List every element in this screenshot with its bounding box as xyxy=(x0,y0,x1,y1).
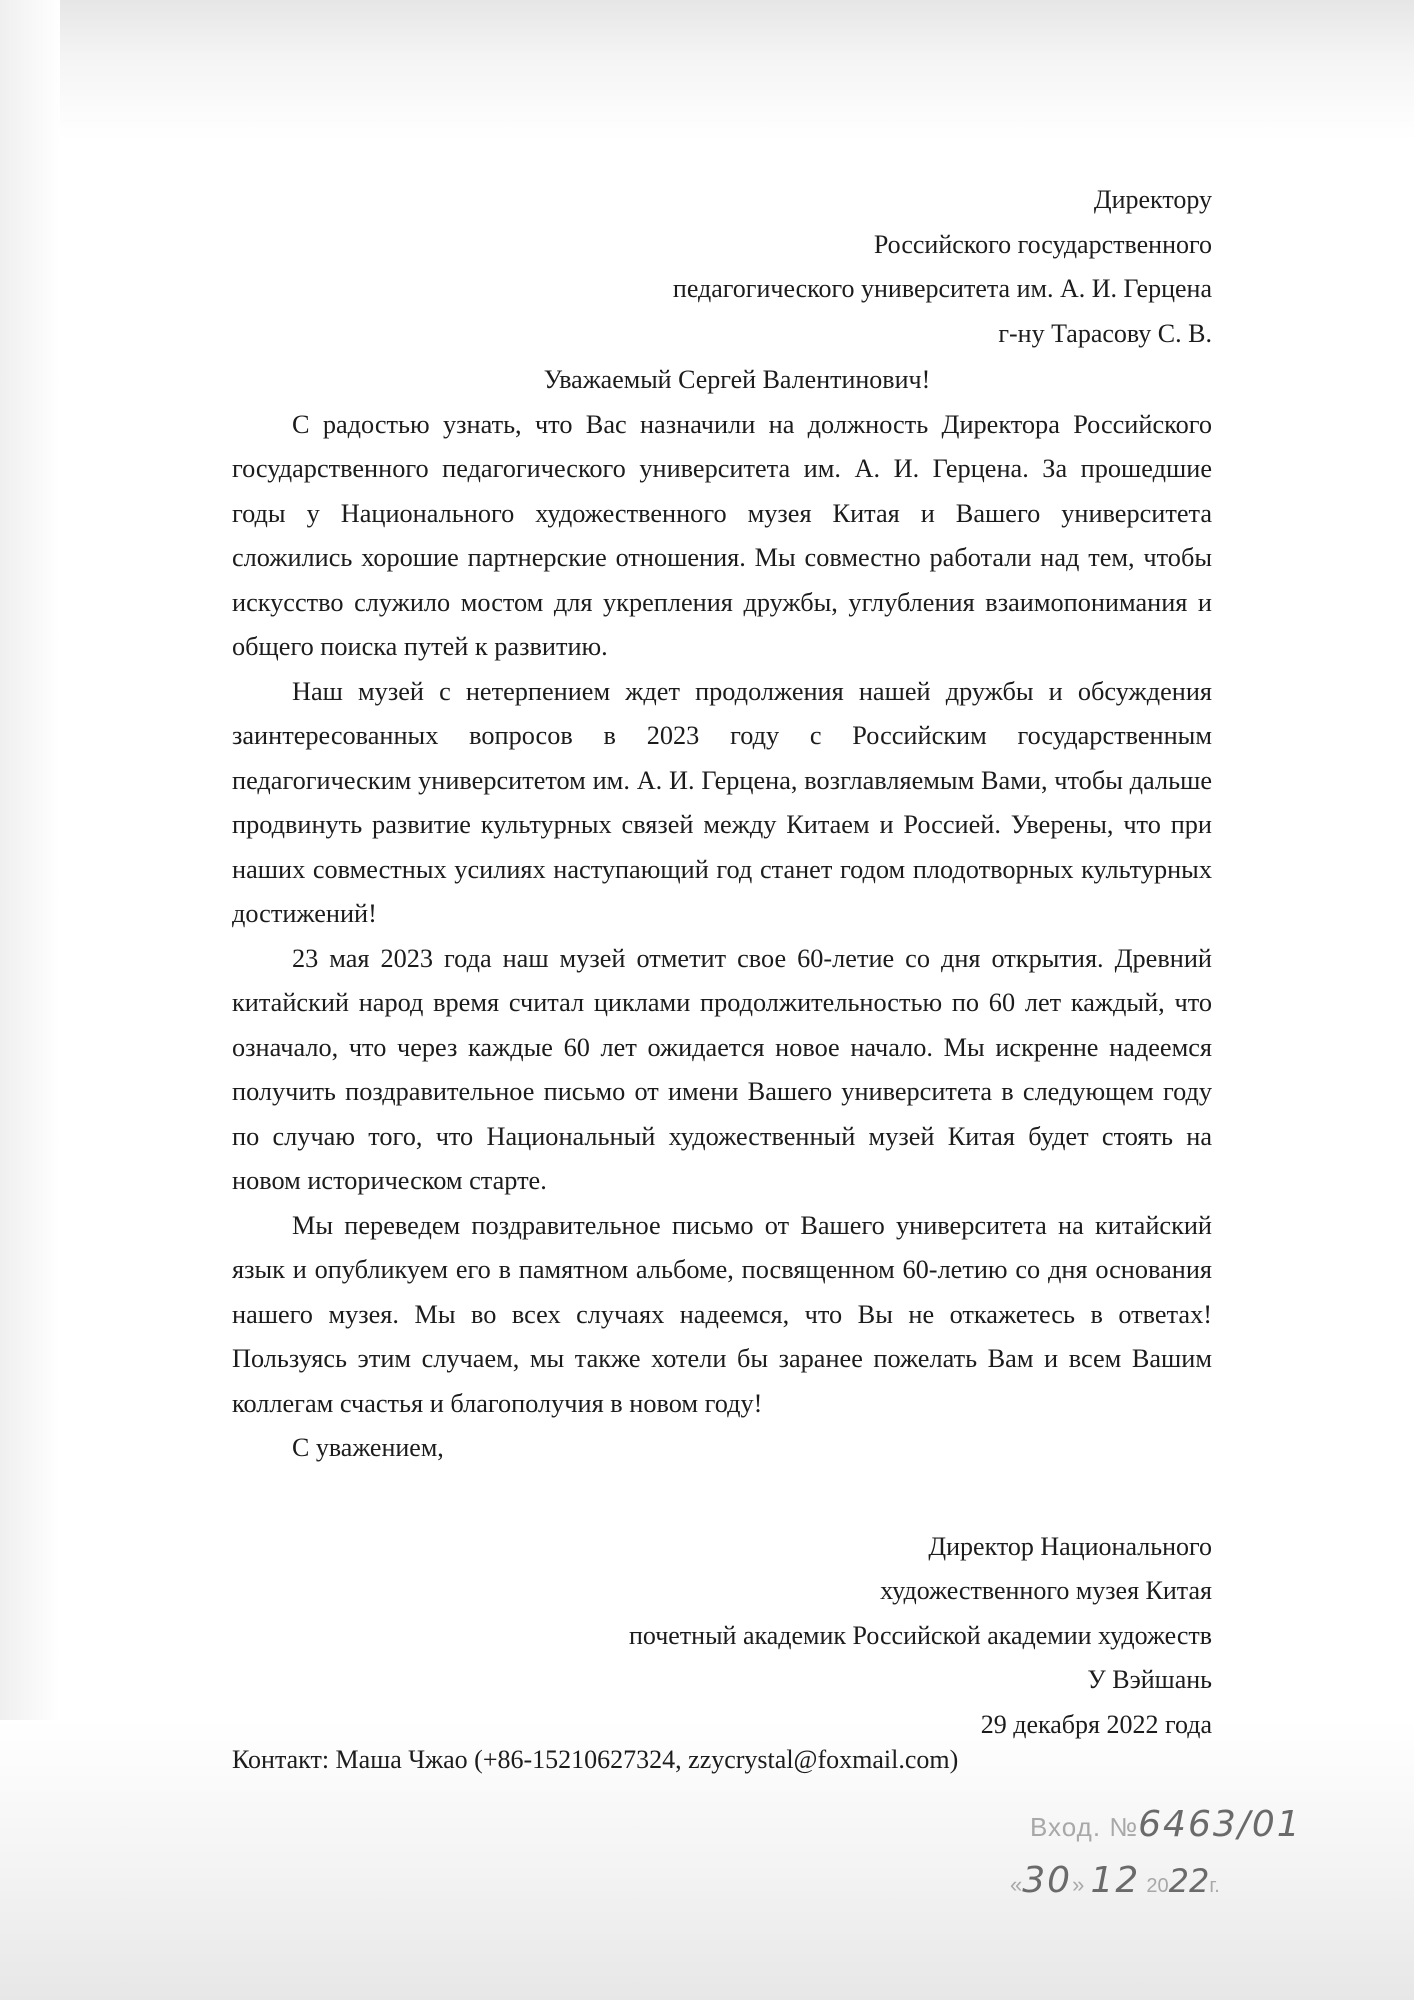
signature-title: Директор Национального xyxy=(928,1531,1212,1561)
signature-block xyxy=(232,1525,1212,1748)
stamp-label: Вход. № xyxy=(1030,1812,1139,1842)
signature-title: почетный академик Российской академии художеств xyxy=(628,1620,1212,1650)
stamp-handwritten-year: 22 xyxy=(1168,1862,1210,1900)
scan-shading-left xyxy=(0,0,60,2000)
addressee-line: Директору xyxy=(1093,185,1212,214)
letter-page xyxy=(232,178,1212,1747)
stamp-handwritten-number: 6463/01 xyxy=(1138,1804,1302,1845)
addressee-line: г-ну Тарасову С. В. xyxy=(998,318,1212,348)
signature-date: 29 декабря 2022 года xyxy=(980,1709,1212,1739)
closing: С уважением, xyxy=(292,1433,444,1462)
scan-shading-top xyxy=(0,0,1414,140)
stamp-open-quote: « xyxy=(1010,1872,1023,1897)
stamp-handwritten-month: 12 xyxy=(1090,1860,1141,1901)
incoming-registration-stamp xyxy=(1010,1790,1340,1920)
signature-title: художественного музея Китая xyxy=(880,1576,1212,1605)
body-paragraph: Мы переведем поздравительное письмо от Вашего университета на китайский язык и опубликуем его в памятном альбоме, посвященном 60-летию со дня основания нашего музея. Мы во всех случаях надеемся, что Вы не откажетесь в ответах! Пользуясь этим случаем, мы также хотели бы заранее пожелать Вам и всем Вашим коллегам счастья и благополучия в новом году! xyxy=(232,1210,1212,1418)
body-paragraph: Наш музей с нетерпением ждет продолжения нашей дружбы и обсуждения заинтересованных вопросов в 2023 году с Российским государственным педагогическим университетом им. А. И. Герцена, возглавляемым Вами, чтобы дальше продвинуть развитие культурных связей между Китаем и Россией. Уверены, что при наших совместных усилиях наступающий год станет годом плодотворных культурных достижений! xyxy=(232,676,1212,928)
signature-name: У Вэйшань xyxy=(1087,1665,1212,1694)
stamp-number-line xyxy=(1030,1804,1302,1845)
addressee-block xyxy=(232,178,1212,356)
salutation: Уважаемый Сергей Валентинович! xyxy=(543,365,931,394)
body-paragraph: 23 мая 2023 года наш музей отметит свое 60-летие со дня открытия. Древний китайский народ время считал циклами продолжительностью по 60 лет каждый, что означало, что через каждые 60 лет ожидается новое начало. Мы искренне надеемся получить поздравительное письмо от имени Вашего университета в следующем году по случаю того, что Национальный художественный музей Китая будет стоять на новом историческом старте. xyxy=(232,943,1212,1195)
addressee-line: Российского государственного xyxy=(873,229,1212,259)
addressee-line: педагогического университета им. А. И. Герцена xyxy=(672,274,1212,303)
stamp-handwritten-day: 30 xyxy=(1022,1860,1073,1901)
stamp-date-line xyxy=(1010,1860,1220,1901)
stamp-year-prefix: 20 xyxy=(1146,1875,1169,1897)
contact-line: Контакт: Маша Чжао (+86-15210627324, zzycrystal@foxmail.com) xyxy=(232,1745,959,1774)
stamp-close-quote: » xyxy=(1072,1872,1085,1897)
body-paragraph: С радостью узнать, что Вас назначили на должность Директора Российского государственного педагогического университета им. А. И. Герцена. За прошедшие годы у Национального художественного музея Китая и Вашего университета сложились хорошие партнерские отношения. Мы совместно работали над тем, чтобы искусство служило мостом для укрепления дружбы, углубления взаимопонимания и общего поиска путей к развитию. xyxy=(232,409,1212,661)
stamp-year-mark: г. xyxy=(1209,1875,1220,1897)
